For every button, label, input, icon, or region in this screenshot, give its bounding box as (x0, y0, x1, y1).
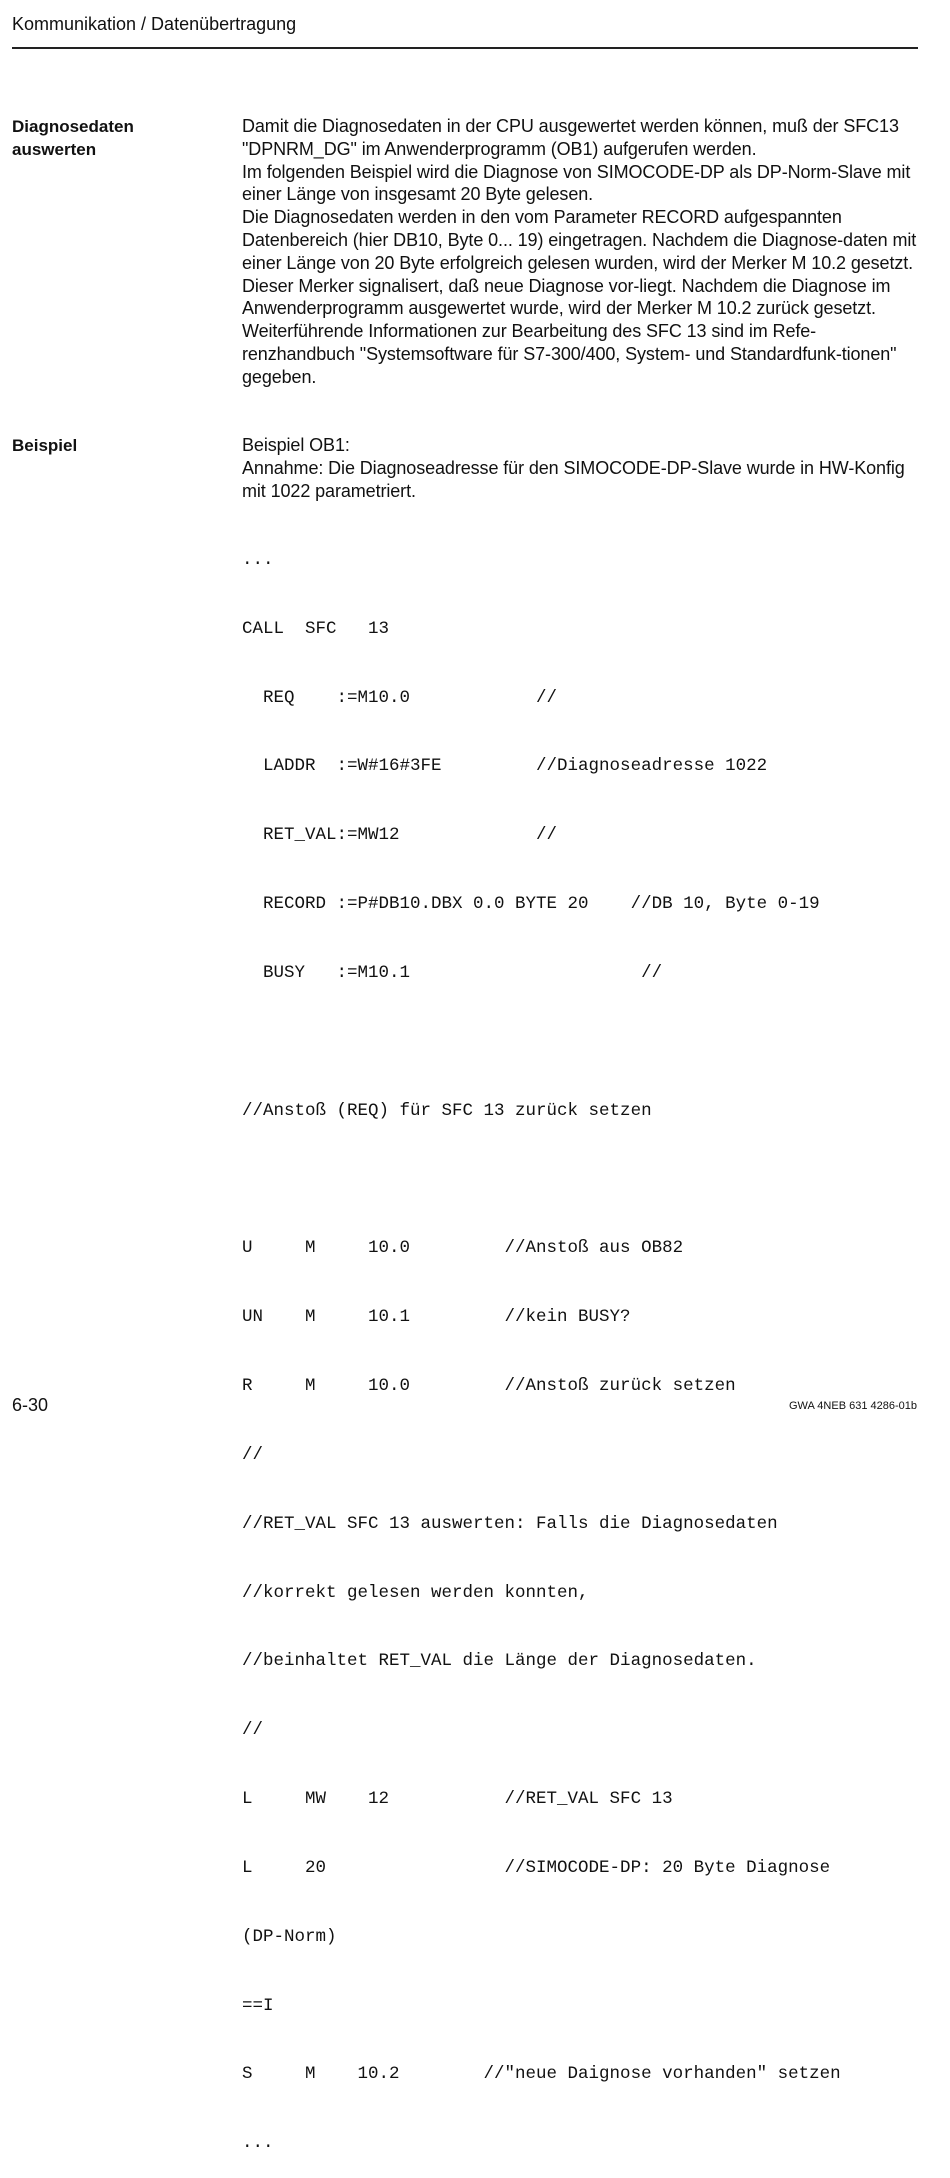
code-line: ... (242, 2133, 274, 2154)
code-line: (DP-Norm) (242, 1926, 337, 1947)
section-label-line: auswerten (12, 140, 97, 159)
code-line: //RET_VAL SFC 13 auswerten: Falls die Diagnosedaten (242, 1513, 778, 1534)
section-label-diagnosedaten (12, 115, 222, 161)
code-line: RET_VAL:=MW12 // (242, 825, 558, 846)
code-line: //Anstoß (REQ) für SFC 13 zurück setzen (242, 1100, 652, 1121)
code-line: BUSY :=M10.1 // (242, 962, 663, 983)
document-code: GWA 4NEB 631 4286-01b (788, 1400, 917, 1412)
paragraph: Beispiel OB1: (242, 435, 350, 455)
paragraph: Annahme: Die Diagnoseadresse für den SIMOCODE-DP-Slave wurde in HW-Konfig mit 1022 parametriert. (242, 457, 905, 501)
section-body-diagnosedaten (242, 115, 920, 389)
code-line: // (242, 1720, 264, 1741)
paragraph: Im folgenden Beispiel wird die Diagnose von SIMOCODE-DP als DP-Norm-Slave mit einer Länge von insgesamt 20 Byte gelesen. (242, 161, 911, 205)
code-line (242, 1031, 942, 1054)
paragraph: Weiterführende Informationen zur Bearbeitung des SFC 13 sind im Refe-renzhandbuch "Systemsoftware für S7-300/400, System- und Standardfunk-tionen" gegeben. (242, 321, 897, 387)
code-line: L MW 12 //RET_VAL SFC 13 (242, 1789, 673, 1810)
page-header-title: Kommunikation / Datenübertragung (12, 14, 297, 34)
header-divider (12, 47, 918, 49)
code-line: REQ :=M10.0 // (242, 687, 558, 708)
code-line: CALL SFC 13 (242, 618, 390, 639)
code-line: ... (242, 549, 274, 570)
paragraph: Damit die Diagnosedaten in der CPU ausgewertet werden können, muß der SFC13 "DPNRM_DG" im Anwenderprogramm (OB1) aufgerufen werden. (242, 116, 899, 159)
code-line: R M 10.0 //Anstoß zurück setzen (242, 1376, 736, 1397)
code-listing (242, 503, 942, 2178)
section-body-beispiel (242, 434, 920, 502)
code-line: // (242, 1444, 264, 1465)
code-line: ==I (242, 1995, 274, 2016)
code-line: RECORD :=P#DB10.DBX 0.0 BYTE 20 //DB 10, Byte 0-19 (242, 894, 820, 915)
section-label-beispiel: Beispiel (12, 436, 78, 455)
section-label-line: Diagnosedaten (12, 117, 134, 136)
code-line: U M 10.0 //Anstoß aus OB82 (242, 1238, 684, 1259)
page-number: 6-30 (12, 1395, 49, 1415)
code-line: S M 10.2 //"neue Daignose vorhanden" setzen (242, 2064, 841, 2085)
code-line: L 20 //SIMOCODE-DP: 20 Byte Diagnose (242, 1857, 831, 1878)
code-line: LADDR :=W#16#3FE //Diagnoseadresse 1022 (242, 756, 768, 777)
code-line: //beinhaltet RET_VAL die Länge der Diagnosedaten. (242, 1651, 757, 1672)
code-line: UN M 10.1 //kein BUSY? (242, 1307, 631, 1328)
paragraph: Die Diagnosedaten werden in den vom Parameter RECORD aufgespannten Datenbereich (hier DB10, Byte 0... 19) eingetragen. Nachdem die Diagnose-daten mit einer Länge von 20 Byte erfolgreich gelesen wurden, wird der Merker M 10.2 gesetzt. Dieser Merker signalisert, daß neue Diagnose vor-liegt. Nachdem die Diagnose im Anwenderprogramm ausgewertet wurde, wird der Merker M 10.2 zurück gesetzt. (242, 207, 917, 319)
code-line (242, 1169, 942, 1192)
code-line: //korrekt gelesen werden konnten, (242, 1582, 589, 1603)
